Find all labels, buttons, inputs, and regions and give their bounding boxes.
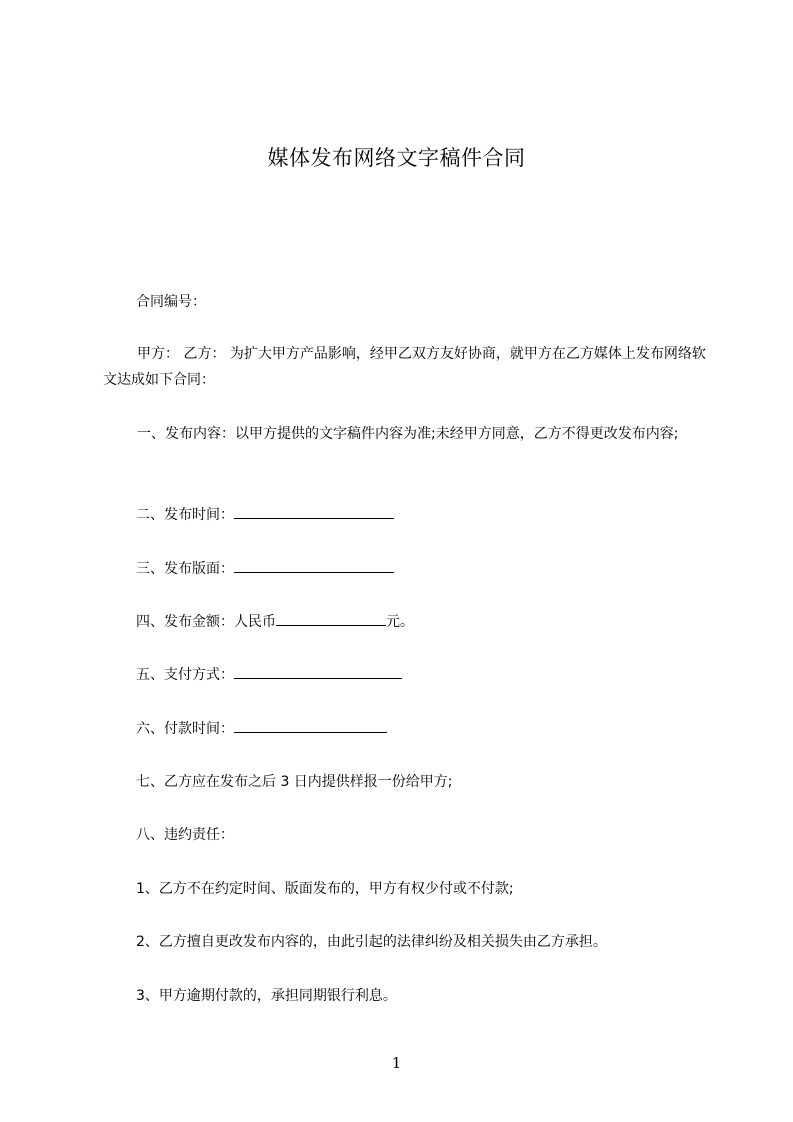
clause-2-label: 二、发布时间： [136,507,234,523]
breach-item-2: 2、乙方擅自更改发布内容的，由此引起的法律纠纷及相关损失由乙方承担。 [136,934,607,950]
clause-8-heading: 八、违约责任： [136,827,234,843]
clause-7: 七、乙方应在发布之后 3 日内提供样报一份给甲方; [136,774,453,790]
clause-4-blank [276,611,386,626]
clause-3 [136,556,711,582]
document-title: 媒体发布网络文字稿件合同 [267,146,526,170]
contract-number-label: 合同编号： [136,294,206,310]
clause-3-label: 三、发布版面： [136,561,234,577]
clause-6-label: 六、付款时间： [136,721,234,737]
clause-2-blank [234,504,394,519]
clause-4 [136,609,711,635]
breach-item-3: 3、甲方逾期付款的，承担同期银行利息。 [136,988,397,1004]
clause-6-blank [234,718,387,733]
clause-1: 一、发布内容：以甲方提供的文字稿件内容为准;未经甲方同意，乙方不得更改发布内容; [137,426,679,442]
breach-item-1: 1、乙方不在约定时间、版面发布的，甲方有权少付或不付款; [136,881,514,897]
clause-6 [136,716,711,742]
clause-5-label: 五、支付方式： [136,667,234,683]
page-number: 1 [391,1054,402,1072]
intro-paragraph: 甲方： 乙方： 为扩大甲方产品影响，经甲乙双方友好协商，就甲方在乙方媒体上发布网络软文达成如下合同： [103,346,706,388]
clause-4-label: 四、发布金额：人民币 [136,614,276,630]
clause-2 [136,502,711,528]
clause-5-blank [234,664,402,679]
clause-5 [136,662,711,688]
clause-4-suffix: 元。 [386,614,414,630]
clause-3-blank [234,558,394,573]
